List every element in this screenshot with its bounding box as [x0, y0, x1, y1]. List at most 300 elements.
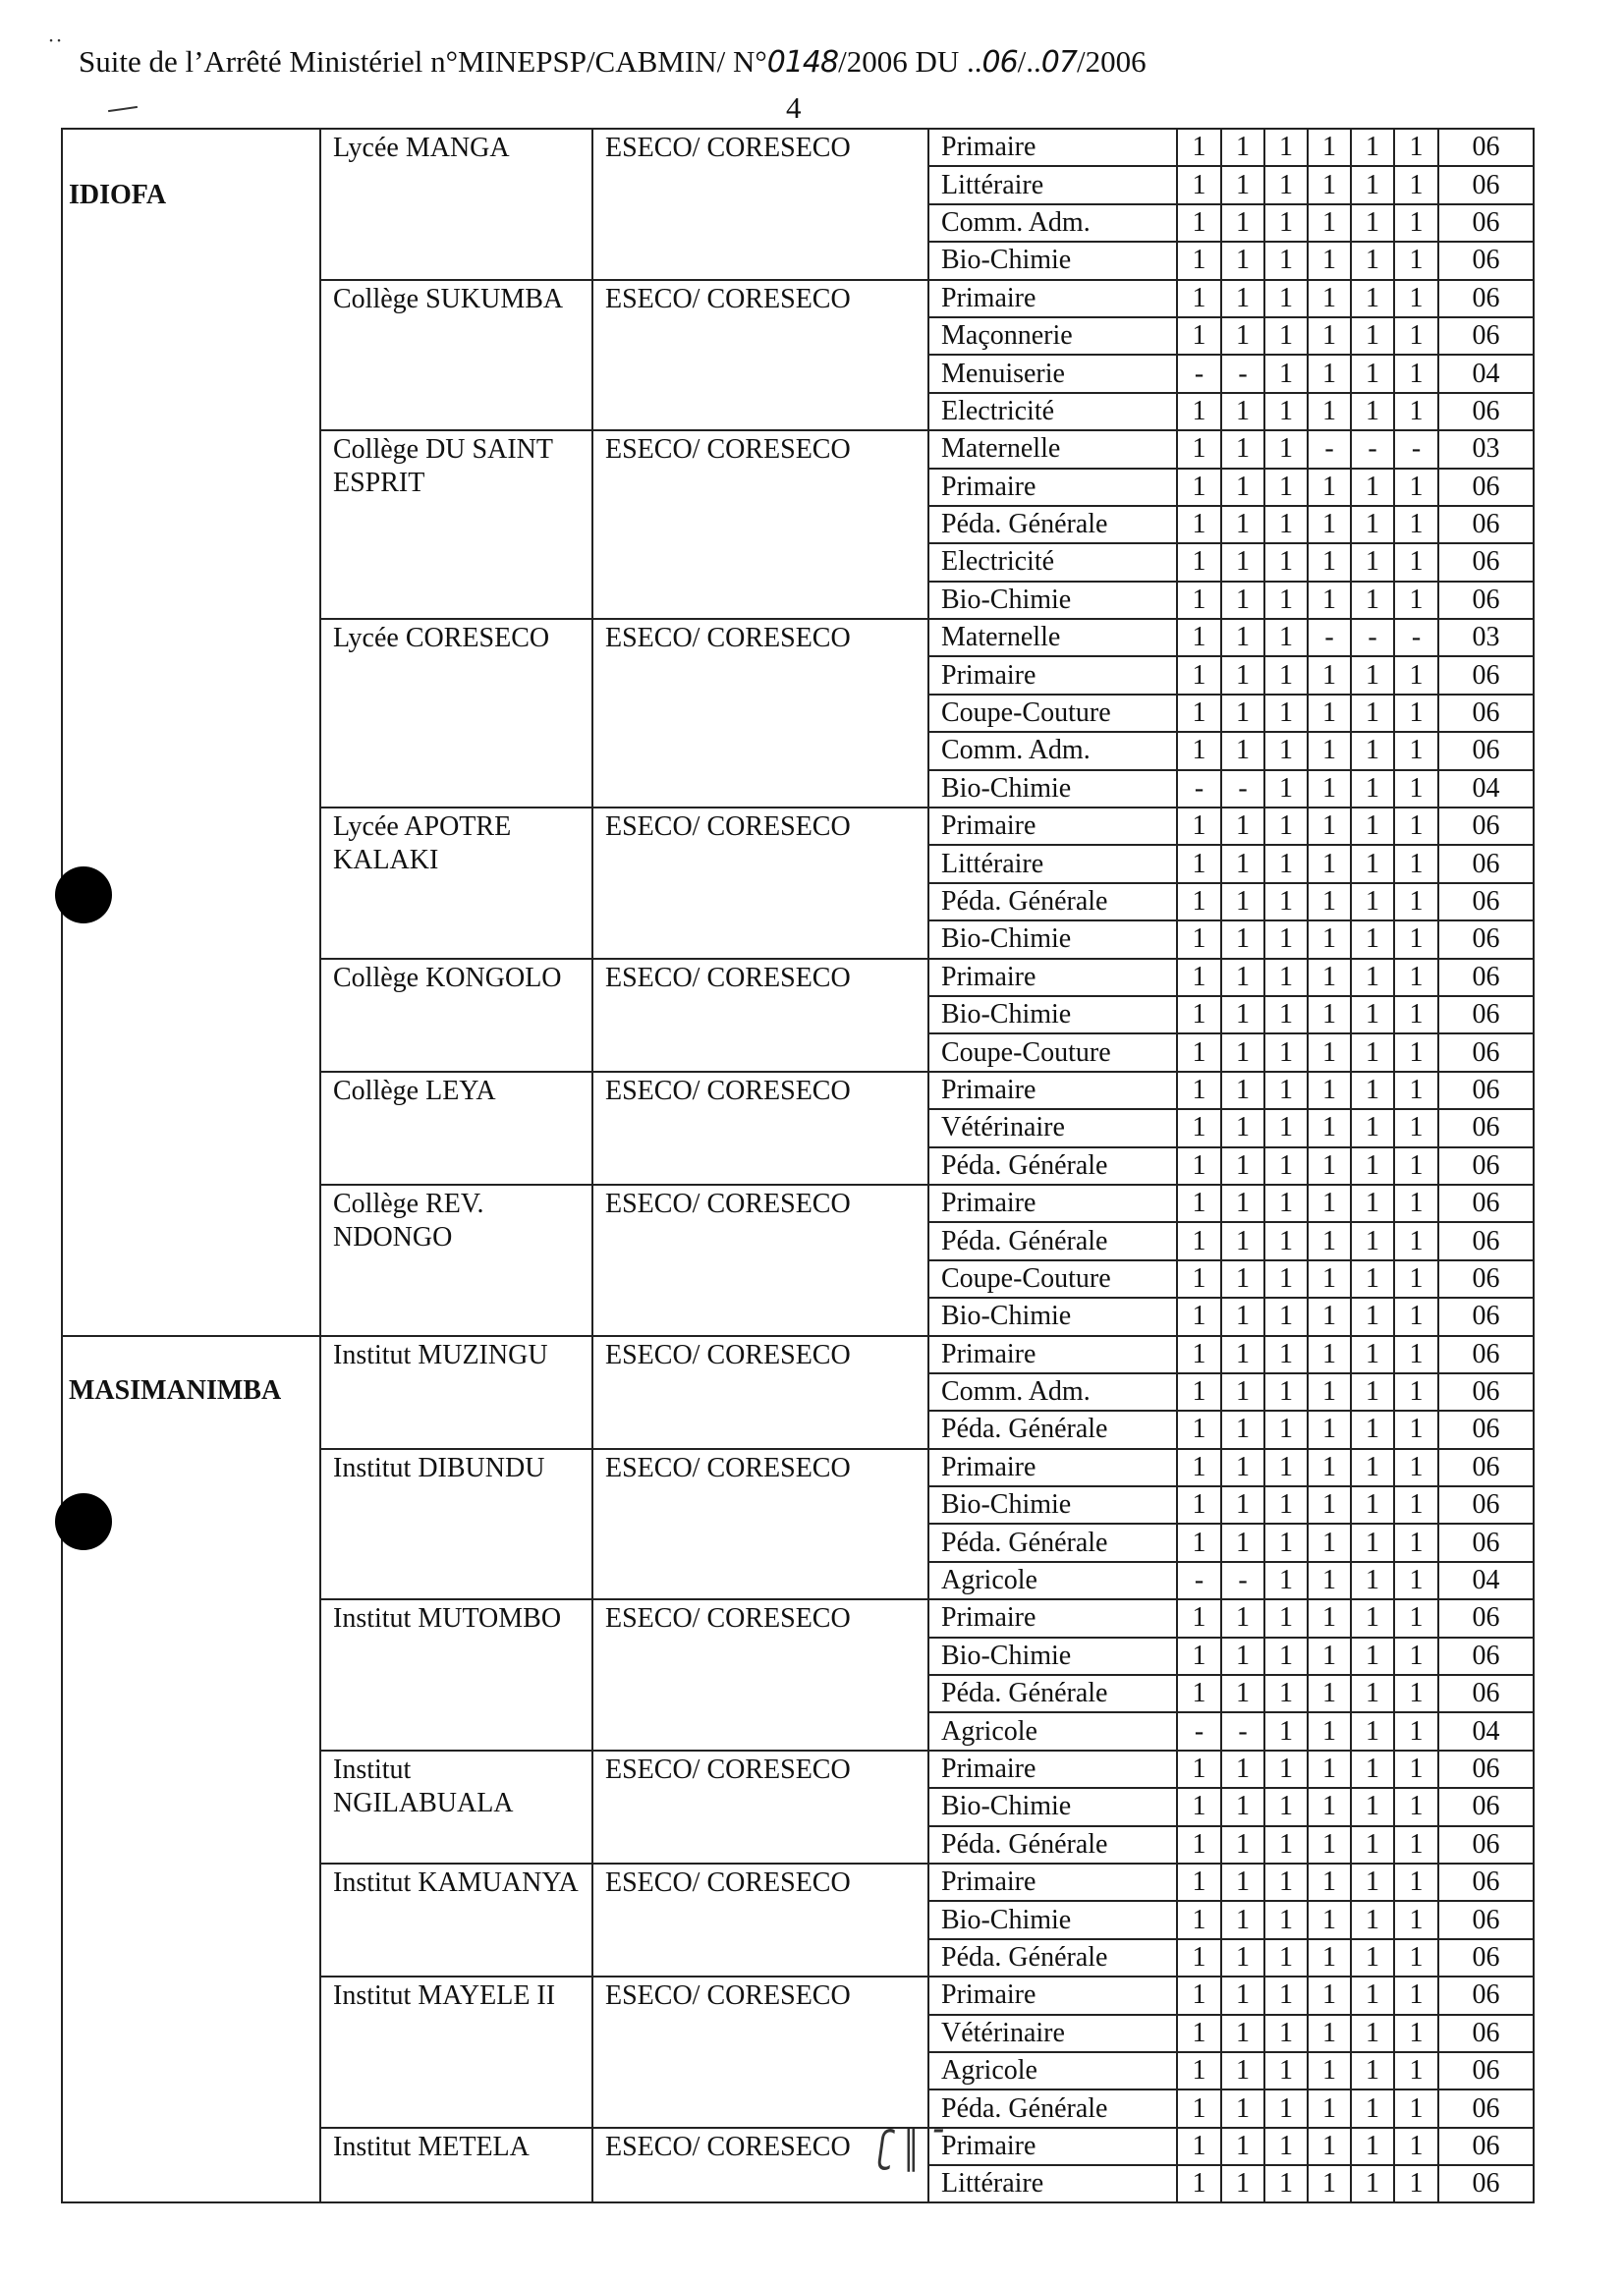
class-count-cell: 1 [1221, 393, 1264, 430]
class-count-cell: 1 [1394, 1901, 1438, 1938]
school-name: Institut NGILABUALA [320, 1751, 592, 1864]
class-count-cell: 1 [1221, 506, 1264, 543]
class-count-cell: 1 [1221, 1977, 1264, 2014]
class-count-cell: 1 [1221, 808, 1264, 845]
class-count-cell: 1 [1308, 1449, 1351, 1486]
option-name: Primaire [928, 1864, 1177, 1901]
class-count-cell: 1 [1308, 770, 1351, 808]
option-name: Agricole [928, 1712, 1177, 1750]
option-name: Primaire [928, 808, 1177, 845]
class-count-cell: 1 [1351, 1486, 1394, 1524]
school-name: Collège DU SAINT ESPRIT [320, 430, 592, 619]
class-count-cell: 1 [1394, 1072, 1438, 1109]
class-count-cell: 1 [1308, 1109, 1351, 1146]
class-count-cell: 1 [1221, 1109, 1264, 1146]
class-count-cell: 1 [1351, 393, 1394, 430]
class-count-cell: 1 [1264, 1977, 1308, 2014]
class-count-cell: 1 [1394, 1939, 1438, 1977]
class-count-cell: 1 [1351, 1562, 1394, 1599]
class-count-cell: 1 [1221, 204, 1264, 242]
class-count-cell: 1 [1264, 845, 1308, 882]
total-cell: 06 [1438, 1486, 1534, 1524]
option-name: Agricole [928, 1562, 1177, 1599]
option-name: Bio-Chimie [928, 1486, 1177, 1524]
option-name: Péda. Générale [928, 2089, 1177, 2127]
option-name: Primaire [928, 1449, 1177, 1486]
class-count-cell: 1 [1221, 2052, 1264, 2089]
class-count-cell: 1 [1221, 582, 1264, 619]
class-count-cell: 1 [1221, 1939, 1264, 1977]
total-cell: 06 [1438, 1864, 1534, 1901]
class-count-cell: 1 [1177, 2089, 1221, 2127]
class-count-cell: 1 [1177, 1599, 1221, 1637]
total-cell: 06 [1438, 1298, 1534, 1335]
class-count-cell: 1 [1394, 543, 1438, 581]
page-number: 4 [786, 90, 802, 125]
total-cell: 06 [1438, 506, 1534, 543]
class-count-cell: 1 [1351, 1638, 1394, 1675]
option-name: Maternelle [928, 430, 1177, 468]
option-name: Vétérinaire [928, 1109, 1177, 1146]
option-name: Maçonnerie [928, 317, 1177, 355]
class-count-cell: - [1221, 355, 1264, 392]
class-count-cell: 1 [1308, 920, 1351, 958]
class-count-cell: 1 [1177, 619, 1221, 656]
class-count-cell: 1 [1308, 2128, 1351, 2165]
punch-hole [55, 866, 112, 923]
class-count-cell: 1 [1177, 166, 1221, 203]
class-count-cell: 1 [1177, 920, 1221, 958]
class-count-cell: 1 [1308, 393, 1351, 430]
total-cell: 06 [1438, 2165, 1534, 2202]
class-count-cell: - [1177, 1562, 1221, 1599]
class-count-cell: 1 [1308, 1977, 1351, 2014]
total-cell: 06 [1438, 1449, 1534, 1486]
option-name: Littéraire [928, 845, 1177, 882]
class-count-cell: 1 [1351, 1373, 1394, 1411]
regime-gestion: ESECO/ CORESECO [592, 619, 928, 808]
class-count-cell: 1 [1394, 280, 1438, 317]
class-count-cell: 1 [1308, 883, 1351, 920]
regime-gestion: ESECO/ CORESECO [592, 430, 928, 619]
class-count-cell: 1 [1221, 280, 1264, 317]
class-count-cell: 1 [1308, 242, 1351, 279]
class-count-cell: 1 [1308, 1638, 1351, 1675]
class-count-cell: 1 [1351, 242, 1394, 279]
total-cell: 06 [1438, 1939, 1534, 1977]
class-count-cell: 1 [1264, 1788, 1308, 1825]
option-name: Electricité [928, 543, 1177, 581]
class-count-cell: 1 [1221, 129, 1264, 166]
class-count-cell: 1 [1351, 1939, 1394, 1977]
class-count-cell: 1 [1264, 770, 1308, 808]
total-cell: 06 [1438, 845, 1534, 882]
class-count-cell: 1 [1308, 845, 1351, 882]
class-count-cell: 1 [1351, 2015, 1394, 2052]
school-name: Lycée MANGA [320, 129, 592, 280]
class-count-cell: 1 [1264, 1901, 1308, 1938]
class-count-cell: - [1351, 430, 1394, 468]
total-cell: 06 [1438, 1222, 1534, 1259]
option-name: Primaire [928, 1072, 1177, 1109]
class-count-cell: 1 [1264, 2165, 1308, 2202]
class-count-cell: 1 [1394, 1298, 1438, 1335]
class-count-cell: 1 [1177, 845, 1221, 882]
class-count-cell: 1 [1394, 2015, 1438, 2052]
class-count-cell: 1 [1394, 1562, 1438, 1599]
total-cell: 06 [1438, 2015, 1534, 2052]
option-name: Péda. Générale [928, 1222, 1177, 1259]
class-count-cell: 1 [1221, 2128, 1264, 2165]
class-count-cell: 1 [1264, 393, 1308, 430]
class-count-cell: 1 [1264, 355, 1308, 392]
class-count-cell: 1 [1221, 656, 1264, 694]
option-name: Péda. Générale [928, 506, 1177, 543]
class-count-cell: 1 [1308, 2052, 1351, 2089]
regime-gestion: ESECO/ CORESECO [592, 1449, 928, 1600]
school-name: Institut MUZINGU [320, 1336, 592, 1449]
class-count-cell: 1 [1351, 582, 1394, 619]
class-count-cell: - [1394, 430, 1438, 468]
class-count-cell: 1 [1264, 2089, 1308, 2127]
class-count-cell: 1 [1394, 469, 1438, 506]
option-name: Péda. Générale [928, 883, 1177, 920]
class-count-cell: 1 [1308, 280, 1351, 317]
total-cell: 06 [1438, 1411, 1534, 1448]
class-count-cell: 1 [1351, 1712, 1394, 1750]
class-count-cell: 1 [1351, 770, 1394, 808]
option-name: Bio-Chimie [928, 996, 1177, 1033]
handwritten-number: 0148 [766, 45, 839, 80]
class-count-cell: 1 [1308, 2015, 1351, 2052]
class-count-cell: 1 [1351, 1072, 1394, 1109]
class-count-cell: - [1221, 770, 1264, 808]
class-count-cell: 1 [1177, 1939, 1221, 1977]
option-name: Menuiserie [928, 355, 1177, 392]
total-cell: 03 [1438, 619, 1534, 656]
class-count-cell: 1 [1264, 1864, 1308, 1901]
class-count-cell: 1 [1264, 1147, 1308, 1185]
class-count-cell: 1 [1177, 2128, 1221, 2165]
class-count-cell: 1 [1221, 166, 1264, 203]
total-cell: 06 [1438, 1675, 1534, 1712]
option-name: Coupe-Couture [928, 695, 1177, 732]
class-count-cell: 1 [1351, 469, 1394, 506]
class-count-cell: 1 [1394, 1977, 1438, 2014]
division-cell [62, 1336, 320, 2203]
class-count-cell: 1 [1351, 1977, 1394, 2014]
class-count-cell: 1 [1264, 543, 1308, 581]
class-count-cell: 1 [1394, 582, 1438, 619]
class-count-cell: 1 [1221, 1336, 1264, 1373]
class-count-cell: 1 [1351, 1411, 1394, 1448]
regime-gestion: ESECO/ CORESECO [592, 2128, 928, 2203]
total-cell: 06 [1438, 920, 1534, 958]
class-count-cell: 1 [1264, 1562, 1308, 1599]
class-count-cell: 1 [1264, 656, 1308, 694]
class-count-cell: 1 [1308, 469, 1351, 506]
class-count-cell: - [1351, 619, 1394, 656]
class-count-cell: 1 [1351, 656, 1394, 694]
class-count-cell: 1 [1308, 1901, 1351, 1938]
regime-gestion: ESECO/ CORESECO [592, 1751, 928, 1864]
option-name: Primaire [928, 129, 1177, 166]
class-count-cell: 1 [1177, 430, 1221, 468]
option-name: Comm. Adm. [928, 204, 1177, 242]
class-count-cell: 1 [1177, 1260, 1221, 1298]
punch-hole [55, 1493, 112, 1550]
class-count-cell: 1 [1308, 996, 1351, 1033]
total-cell: 06 [1438, 695, 1534, 732]
school-name: Collège KONGOLO [320, 959, 592, 1072]
class-count-cell: 1 [1308, 695, 1351, 732]
class-count-cell: 1 [1264, 582, 1308, 619]
class-count-cell: 1 [1351, 1864, 1394, 1901]
regime-gestion: ESECO/ CORESECO [592, 1864, 928, 1977]
option-name: Péda. Générale [928, 1524, 1177, 1561]
option-name: Primaire [928, 1336, 1177, 1373]
class-count-cell: 1 [1394, 996, 1438, 1033]
class-count-cell: 1 [1351, 1109, 1394, 1146]
option-name: Littéraire [928, 2165, 1177, 2202]
class-count-cell: 1 [1308, 1298, 1351, 1335]
class-count-cell: 1 [1221, 1638, 1264, 1675]
class-count-cell: 1 [1221, 619, 1264, 656]
class-count-cell: 1 [1177, 996, 1221, 1033]
class-count-cell: 1 [1177, 1675, 1221, 1712]
class-count-cell: 1 [1264, 1599, 1308, 1637]
school-name: Collège REV. NDONGO [320, 1185, 592, 1336]
class-count-cell: 1 [1308, 1072, 1351, 1109]
option-name: Primaire [928, 280, 1177, 317]
total-cell: 06 [1438, 808, 1534, 845]
class-count-cell: 1 [1394, 1599, 1438, 1637]
total-cell: 06 [1438, 469, 1534, 506]
class-count-cell: 1 [1264, 1826, 1308, 1864]
header-prefix: Suite de l’Arrêté Ministériel n°MINEPSP/CABMIN/ N° [79, 44, 767, 79]
class-count-cell: 1 [1177, 1638, 1221, 1675]
class-count-cell: 1 [1264, 1373, 1308, 1411]
class-count-cell: 1 [1177, 2052, 1221, 2089]
option-name: Coupe-Couture [928, 1260, 1177, 1298]
total-cell: 06 [1438, 1901, 1534, 1938]
class-count-cell: 1 [1394, 883, 1438, 920]
class-count-cell: 1 [1394, 2128, 1438, 2165]
class-count-cell: 1 [1177, 393, 1221, 430]
class-count-cell: 1 [1394, 920, 1438, 958]
class-count-cell: 1 [1221, 430, 1264, 468]
class-count-cell: 1 [1264, 430, 1308, 468]
class-count-cell: 1 [1264, 280, 1308, 317]
option-name: Vétérinaire [928, 2015, 1177, 2052]
regime-gestion: ESECO/ CORESECO [592, 1977, 928, 2128]
class-count-cell: 1 [1221, 920, 1264, 958]
option-name: Primaire [928, 469, 1177, 506]
class-count-cell: 1 [1177, 317, 1221, 355]
regime-gestion: ESECO/ CORESECO [592, 129, 928, 280]
class-count-cell: 1 [1308, 1562, 1351, 1599]
class-count-cell: 1 [1221, 1260, 1264, 1298]
class-count-cell: 1 [1308, 1147, 1351, 1185]
class-count-cell: 1 [1394, 2052, 1438, 2089]
class-count-cell: 1 [1264, 1524, 1308, 1561]
header-date-sep: /.. [1017, 44, 1041, 79]
class-count-cell: 1 [1177, 959, 1221, 996]
class-count-cell: 1 [1177, 280, 1221, 317]
class-count-cell: 1 [1177, 808, 1221, 845]
class-count-cell: 1 [1394, 1712, 1438, 1750]
class-count-cell: 1 [1221, 1599, 1264, 1637]
option-name: Bio-Chimie [928, 1298, 1177, 1335]
option-name: Comm. Adm. [928, 1373, 1177, 1411]
class-count-cell: 1 [1264, 1675, 1308, 1712]
division-name: MASIMANIMBA [69, 1374, 282, 1406]
class-count-cell: - [1308, 619, 1351, 656]
option-name: Agricole [928, 2052, 1177, 2089]
class-count-cell: 1 [1264, 469, 1308, 506]
class-count-cell: 1 [1308, 1486, 1351, 1524]
class-count-cell: 1 [1264, 808, 1308, 845]
class-count-cell: 1 [1221, 1675, 1264, 1712]
class-count-cell: - [1221, 1562, 1264, 1599]
division-name: IDIOFA [69, 180, 167, 210]
class-count-cell: 1 [1177, 242, 1221, 279]
class-count-cell: 1 [1351, 808, 1394, 845]
total-cell: 06 [1438, 1260, 1534, 1298]
class-count-cell: 1 [1177, 1298, 1221, 1335]
class-count-cell: 1 [1308, 166, 1351, 203]
class-count-cell: 1 [1394, 1826, 1438, 1864]
class-count-cell: 1 [1177, 1486, 1221, 1524]
class-count-cell: 1 [1351, 1788, 1394, 1825]
class-count-cell: 1 [1351, 2165, 1394, 2202]
class-count-cell: 1 [1264, 242, 1308, 279]
class-count-cell: 1 [1177, 1411, 1221, 1448]
class-count-cell: 1 [1177, 1449, 1221, 1486]
class-count-cell: 1 [1221, 1826, 1264, 1864]
class-count-cell: 1 [1221, 543, 1264, 581]
class-count-cell: 1 [1221, 1411, 1264, 1448]
class-count-cell: 1 [1394, 1788, 1438, 1825]
class-count-cell: 1 [1264, 1411, 1308, 1448]
class-count-cell: 1 [1351, 280, 1394, 317]
class-count-cell: 1 [1308, 732, 1351, 769]
class-count-cell: 1 [1308, 1222, 1351, 1259]
class-count-cell: 1 [1394, 1486, 1438, 1524]
class-count-cell: 1 [1264, 1298, 1308, 1335]
class-count-cell: 1 [1308, 1185, 1351, 1222]
option-name: Bio-Chimie [928, 1788, 1177, 1825]
class-count-cell: 1 [1351, 1751, 1394, 1788]
class-count-cell: 1 [1177, 1524, 1221, 1561]
class-count-cell: 1 [1394, 1185, 1438, 1222]
option-name: Bio-Chimie [928, 920, 1177, 958]
class-count-cell: 1 [1394, 166, 1438, 203]
class-count-cell: 1 [1394, 1147, 1438, 1185]
class-count-cell: 1 [1177, 1222, 1221, 1259]
total-cell: 06 [1438, 166, 1534, 203]
class-count-cell: 1 [1394, 656, 1438, 694]
regime-gestion: ESECO/ CORESECO [592, 1185, 928, 1336]
class-count-cell: 1 [1221, 317, 1264, 355]
total-cell: 06 [1438, 2128, 1534, 2165]
class-count-cell: 1 [1177, 129, 1221, 166]
class-count-cell: - [1177, 355, 1221, 392]
class-count-cell: 1 [1394, 1260, 1438, 1298]
class-count-cell: - [1221, 1712, 1264, 1750]
class-count-cell: 1 [1264, 920, 1308, 958]
total-cell: 04 [1438, 1562, 1534, 1599]
total-cell: 06 [1438, 1751, 1534, 1788]
class-count-cell: 1 [1351, 355, 1394, 392]
class-count-cell: 1 [1308, 1411, 1351, 1448]
option-name: Bio-Chimie [928, 1638, 1177, 1675]
class-count-cell: 1 [1308, 1675, 1351, 1712]
class-count-cell: 1 [1351, 1449, 1394, 1486]
class-count-cell: 1 [1351, 129, 1394, 166]
class-count-cell: 1 [1177, 695, 1221, 732]
option-name: Primaire [928, 1185, 1177, 1222]
class-count-cell: 1 [1394, 1864, 1438, 1901]
class-count-cell: 1 [1264, 204, 1308, 242]
school-name: Institut KAMUANYA [320, 1864, 592, 1977]
pen-mark [108, 106, 138, 112]
class-count-cell: 1 [1177, 1864, 1221, 1901]
option-name: Electricité [928, 393, 1177, 430]
class-count-cell: 1 [1177, 883, 1221, 920]
total-cell: 06 [1438, 582, 1534, 619]
class-count-cell: 1 [1308, 808, 1351, 845]
option-name: Primaire [928, 1599, 1177, 1637]
class-count-cell: 1 [1264, 1751, 1308, 1788]
class-count-cell: 1 [1351, 883, 1394, 920]
option-name: Bio-Chimie [928, 582, 1177, 619]
class-count-cell: 1 [1221, 1147, 1264, 1185]
class-count-cell: 1 [1264, 1939, 1308, 1977]
class-count-cell: 1 [1264, 959, 1308, 996]
class-count-cell: 1 [1308, 1524, 1351, 1561]
class-count-cell: 1 [1308, 1260, 1351, 1298]
division-cell [62, 129, 320, 1336]
header-year-sep: /2006 DU .. [838, 44, 982, 79]
option-name: Bio-Chimie [928, 770, 1177, 808]
total-cell: 06 [1438, 883, 1534, 920]
class-count-cell: 1 [1394, 355, 1438, 392]
class-count-cell: 1 [1264, 1486, 1308, 1524]
class-count-cell: 1 [1264, 619, 1308, 656]
class-count-cell: 1 [1221, 1449, 1264, 1486]
class-count-cell: 1 [1394, 732, 1438, 769]
class-count-cell: 1 [1221, 1486, 1264, 1524]
total-cell: 06 [1438, 1147, 1534, 1185]
class-count-cell: 1 [1394, 506, 1438, 543]
class-count-cell: 1 [1308, 2089, 1351, 2127]
table-row [62, 129, 1534, 166]
class-count-cell: 1 [1394, 2165, 1438, 2202]
class-count-cell: 1 [1351, 1901, 1394, 1938]
class-count-cell: 1 [1264, 1185, 1308, 1222]
option-name: Péda. Générale [928, 1939, 1177, 1977]
class-count-cell: 1 [1394, 959, 1438, 996]
school-name: Collège SUKUMBA [320, 280, 592, 431]
class-count-cell: 1 [1264, 129, 1308, 166]
class-count-cell: 1 [1394, 1109, 1438, 1146]
class-count-cell: 1 [1221, 2015, 1264, 2052]
option-name: Primaire [928, 1977, 1177, 2014]
class-count-cell: 1 [1351, 1524, 1394, 1561]
class-count-cell: 1 [1394, 2089, 1438, 2127]
option-name: Comm. Adm. [928, 732, 1177, 769]
